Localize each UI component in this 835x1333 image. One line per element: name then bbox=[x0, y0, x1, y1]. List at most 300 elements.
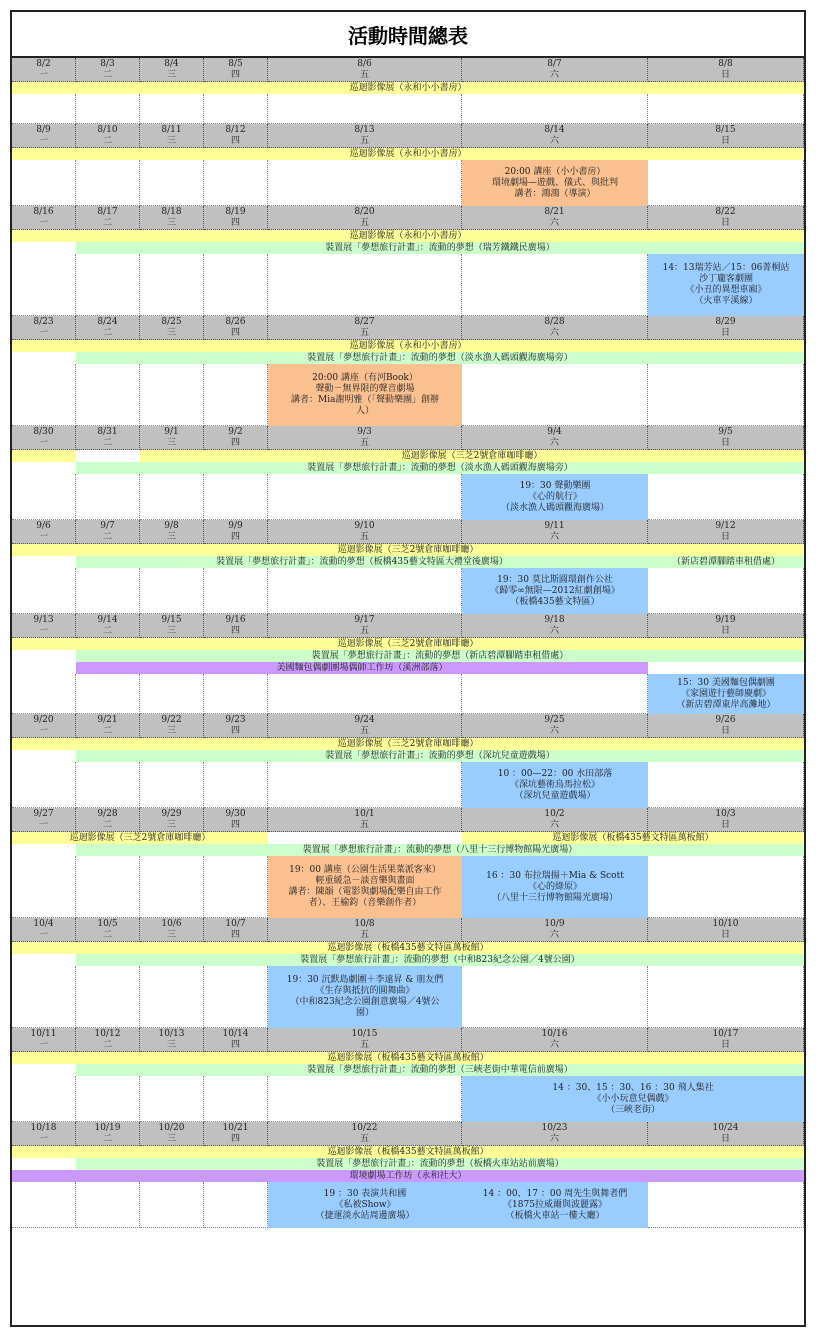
weekday-label: 五 bbox=[359, 135, 369, 146]
exhibition-band-right bbox=[462, 832, 804, 844]
band-label: 裝置展「夢想旅行計畫」：流動的夢想（三峽老街中華電信前廣場） bbox=[307, 1064, 573, 1075]
date-cell bbox=[12, 614, 76, 638]
weekday-label: 六 bbox=[549, 531, 559, 542]
exhibition-band bbox=[12, 544, 804, 556]
date-cell bbox=[462, 918, 648, 942]
date-label: 9/9 bbox=[228, 520, 243, 531]
date-cell bbox=[12, 918, 76, 942]
date-label: 9/27 bbox=[33, 808, 54, 819]
date-label: 9/11 bbox=[544, 520, 565, 531]
day-cell bbox=[268, 160, 462, 206]
band-label: 裝置展「夢想旅行計畫」：流動的夢想（板橋火車站站前廣場） bbox=[316, 1158, 564, 1169]
weekday-label: 三 bbox=[166, 531, 176, 542]
workshop-band bbox=[12, 1170, 804, 1182]
day-cell bbox=[268, 94, 462, 124]
band-label: 裝置展「夢想旅行計畫」：流動的夢想（淡水漁人碼頭觀海廣場旁） bbox=[307, 352, 573, 363]
installation-band-extra bbox=[648, 556, 804, 568]
date-label: 10/23 bbox=[541, 1122, 568, 1133]
date-cell bbox=[648, 426, 804, 450]
band-label: 裝置展「夢想旅行計畫」：流動的夢想（中和823紀念公園／4號公園） bbox=[300, 954, 580, 965]
day-cell bbox=[140, 160, 204, 206]
weekday-label: 一 bbox=[38, 437, 48, 448]
date-cell bbox=[76, 426, 140, 450]
day-cell bbox=[140, 856, 204, 918]
date-label: 8/9 bbox=[36, 124, 51, 135]
date-cell bbox=[648, 714, 804, 738]
day-cell bbox=[648, 568, 804, 614]
event-line: （板橋火車站一樓大廳） bbox=[505, 1210, 605, 1221]
weekday-label: 三 bbox=[166, 135, 176, 146]
date-label: 9/13 bbox=[33, 614, 54, 625]
day-cell bbox=[140, 674, 204, 714]
day-cell bbox=[76, 762, 140, 808]
weekday-label: 二 bbox=[102, 929, 112, 940]
day-cell bbox=[204, 762, 268, 808]
date-label: 9/5 bbox=[718, 426, 733, 437]
date-cell bbox=[204, 58, 268, 82]
day-cell bbox=[76, 474, 140, 520]
day-cell bbox=[12, 474, 76, 520]
date-cell bbox=[204, 1028, 268, 1052]
weekday-label: 二 bbox=[102, 69, 112, 80]
performance-event[interactable] bbox=[462, 1076, 804, 1122]
day-cell bbox=[12, 1076, 76, 1122]
event-line: 《私被Show》 bbox=[334, 1199, 396, 1210]
date-label: 8/23 bbox=[33, 316, 54, 327]
date-label: 9/20 bbox=[33, 714, 54, 725]
date-cell bbox=[648, 58, 804, 82]
weekday-label: 四 bbox=[230, 625, 240, 636]
weekday-label: 三 bbox=[166, 929, 176, 940]
band-label: 巡迴影像展（三芝2號倉庫咖啡廳） bbox=[337, 738, 479, 749]
performance-event[interactable] bbox=[462, 856, 648, 918]
event-line: （八里十三行博物館陽光廣場） bbox=[491, 892, 618, 903]
date-label: 8/12 bbox=[225, 124, 246, 135]
weekday-label: 五 bbox=[359, 217, 369, 228]
day-cell bbox=[648, 1182, 804, 1228]
band-label: 裝置展「夢想旅行計畫」：流動的夢想（八里十三行博物館陽光廣場） bbox=[302, 844, 578, 855]
exhibition-band bbox=[12, 1052, 804, 1064]
performance-event[interactable] bbox=[648, 254, 804, 316]
date-label: 10/17 bbox=[712, 1028, 739, 1039]
weekday-label: 二 bbox=[102, 625, 112, 636]
day-cell bbox=[462, 364, 648, 426]
date-cell bbox=[648, 316, 804, 340]
band-label: 巡迴影像展（永和小小書房） bbox=[349, 230, 467, 241]
event-line: （淡水漁人碼頭觀海廣場） bbox=[500, 502, 609, 513]
day-cell bbox=[268, 254, 462, 316]
day-cell bbox=[268, 1076, 462, 1122]
exhibition-band bbox=[12, 638, 804, 650]
date-cell bbox=[12, 714, 76, 738]
date-label: 10/21 bbox=[222, 1122, 249, 1133]
date-label: 9/12 bbox=[715, 520, 736, 531]
date-label: 9/10 bbox=[354, 520, 375, 531]
date-label: 9/3 bbox=[357, 426, 372, 437]
date-cell bbox=[76, 520, 140, 544]
band-label: 巡迴影像展（板橋435藝文特區萬板館） bbox=[327, 1052, 489, 1063]
band-label: 裝置展「夢想旅行計畫」：流動的夢想（瑞芳鐵鐵民廣場） bbox=[325, 242, 555, 253]
exhibition-band bbox=[12, 82, 804, 94]
date-label: 8/17 bbox=[97, 206, 118, 217]
weekday-label: 五 bbox=[359, 327, 369, 338]
day-cell bbox=[204, 674, 268, 714]
date-cell bbox=[140, 316, 204, 340]
day-cell bbox=[76, 1182, 140, 1228]
weekday-label: 一 bbox=[38, 625, 48, 636]
exhibition-band bbox=[12, 230, 804, 242]
exhibition-band bbox=[12, 1146, 804, 1158]
date-cell bbox=[12, 206, 76, 230]
performance-event[interactable] bbox=[462, 568, 648, 614]
weekday-label: 日 bbox=[720, 135, 730, 146]
date-cell bbox=[140, 426, 204, 450]
date-label: 8/6 bbox=[357, 58, 372, 69]
date-cell bbox=[204, 206, 268, 230]
weekday-label: 一 bbox=[38, 725, 48, 736]
day-cell bbox=[204, 160, 268, 206]
date-cell bbox=[140, 520, 204, 544]
weekday-label: 二 bbox=[102, 437, 112, 448]
weekday-label: 二 bbox=[102, 531, 112, 542]
date-cell bbox=[12, 520, 76, 544]
event-line: 講者：鴻鴻（導演） bbox=[514, 188, 596, 199]
event-line: 《家園遊行藝師慶劇》 bbox=[680, 688, 771, 699]
event-line: （深坑兒童遊戲場） bbox=[514, 790, 596, 801]
date-label: 9/25 bbox=[544, 714, 565, 725]
date-label: 9/26 bbox=[715, 714, 736, 725]
event-line: 者）、王榆鈞（音樂創作者） bbox=[308, 898, 422, 908]
band-label: 美國麵包偶劇團場偶師工作坊（溪洲部落） bbox=[276, 662, 448, 673]
date-label: 8/14 bbox=[544, 124, 565, 135]
day-cell bbox=[140, 1182, 204, 1228]
date-cell bbox=[462, 1122, 648, 1146]
band-label: 裝置展「夢想旅行計畫」：流動的夢想（淡水漁人碼頭觀海廣場旁） bbox=[307, 462, 573, 473]
weekday-label: 五 bbox=[359, 929, 369, 940]
day-cell bbox=[140, 762, 204, 808]
date-cell bbox=[76, 714, 140, 738]
date-label: 8/8 bbox=[718, 58, 733, 69]
date-label: 9/8 bbox=[164, 520, 179, 531]
day-cell bbox=[204, 474, 268, 520]
date-label: 8/19 bbox=[225, 206, 246, 217]
date-cell bbox=[648, 124, 804, 148]
date-label: 8/15 bbox=[715, 124, 736, 135]
date-label: 10/9 bbox=[544, 918, 565, 929]
weekday-label: 五 bbox=[359, 69, 369, 80]
day-cell bbox=[462, 254, 648, 316]
band-label: 巡迴影像展（永和小小書房） bbox=[349, 340, 467, 351]
weekday-label: 四 bbox=[230, 531, 240, 542]
weekday-label: 六 bbox=[549, 929, 559, 940]
date-cell bbox=[648, 918, 804, 942]
date-label: 10/16 bbox=[541, 1028, 568, 1039]
date-cell bbox=[462, 1028, 648, 1052]
performance-event[interactable] bbox=[268, 966, 462, 1028]
date-label: 8/20 bbox=[354, 206, 375, 217]
date-cell bbox=[648, 808, 804, 832]
event-line: 園） bbox=[355, 1008, 374, 1018]
page-title: 活動時間總表 bbox=[12, 12, 804, 58]
event-line: 19 ：30 表演共和國 bbox=[323, 1188, 407, 1199]
date-cell bbox=[76, 124, 140, 148]
installation-band bbox=[76, 1064, 804, 1076]
band-label: 巡迴影像展（三芝2號倉庫咖啡廳） bbox=[69, 832, 211, 843]
day-cell bbox=[140, 1076, 204, 1122]
weekday-label: 二 bbox=[102, 1133, 112, 1144]
event-line: 環境劇場—遊戲、儀式、與批判 bbox=[491, 177, 618, 188]
event-line: 10 ：00—22：00 水田部落 bbox=[497, 768, 613, 779]
date-label: 8/11 bbox=[161, 124, 182, 135]
day-cell bbox=[648, 474, 804, 520]
date-label: 9/7 bbox=[100, 520, 115, 531]
date-cell bbox=[12, 124, 76, 148]
date-label: 8/4 bbox=[164, 58, 179, 69]
date-cell bbox=[140, 918, 204, 942]
date-cell bbox=[268, 614, 462, 638]
date-label: 10/12 bbox=[94, 1028, 121, 1039]
exhibition-band bbox=[12, 340, 804, 352]
date-label: 9/17 bbox=[354, 614, 375, 625]
event-line: （中和823紀念公園創意廣場／4號公 bbox=[290, 997, 440, 1007]
weekday-label: 一 bbox=[38, 531, 48, 542]
weekday-label: 日 bbox=[720, 929, 730, 940]
date-label: 9/23 bbox=[225, 714, 246, 725]
lecture-event[interactable] bbox=[268, 856, 462, 918]
date-label: 8/24 bbox=[97, 316, 118, 327]
date-label: 9/24 bbox=[354, 714, 375, 725]
weekday-label: 五 bbox=[359, 725, 369, 736]
exhibition-band bbox=[140, 450, 804, 462]
day-cell bbox=[204, 966, 268, 1028]
date-label: 8/2 bbox=[36, 58, 51, 69]
date-cell bbox=[462, 714, 648, 738]
day-cell bbox=[12, 94, 76, 124]
installation-band bbox=[76, 844, 804, 856]
day-cell bbox=[12, 674, 76, 714]
exhibition-band bbox=[12, 942, 804, 954]
date-cell bbox=[76, 918, 140, 942]
date-label: 8/10 bbox=[97, 124, 118, 135]
date-label: 10/11 bbox=[30, 1028, 57, 1039]
weekday-label: 二 bbox=[102, 725, 112, 736]
day-cell bbox=[268, 762, 462, 808]
date-label: 8/16 bbox=[33, 206, 54, 217]
day-cell bbox=[12, 856, 76, 918]
day-cell bbox=[648, 364, 804, 426]
date-cell bbox=[76, 316, 140, 340]
weekday-label: 六 bbox=[549, 217, 559, 228]
weekday-label: 四 bbox=[230, 1039, 240, 1050]
event-line: 14 ：00、17 ：00 周先生與舞者們 bbox=[482, 1188, 628, 1199]
installation-band bbox=[76, 750, 804, 762]
performance-event[interactable] bbox=[462, 762, 648, 808]
day-cell bbox=[76, 856, 140, 918]
date-label: 8/3 bbox=[100, 58, 115, 69]
date-label: 9/29 bbox=[161, 808, 182, 819]
date-cell bbox=[140, 206, 204, 230]
date-label: 10/8 bbox=[354, 918, 375, 929]
date-label: 9/28 bbox=[97, 808, 118, 819]
installation-band bbox=[76, 650, 804, 662]
band-label: 巡迴影像展（三芝2號倉庫咖啡廳） bbox=[401, 450, 543, 461]
date-cell bbox=[12, 808, 76, 832]
weekday-label: 日 bbox=[720, 531, 730, 542]
performance-event[interactable] bbox=[268, 1182, 462, 1228]
date-cell bbox=[76, 808, 140, 832]
weekday-label: 六 bbox=[549, 725, 559, 736]
date-cell bbox=[76, 206, 140, 230]
date-cell bbox=[140, 58, 204, 82]
date-label: 10/1 bbox=[354, 808, 375, 819]
installation-band bbox=[76, 954, 804, 966]
event-line: 19：30 沉默島劇團＋李遠昇 & 朋友們 bbox=[286, 975, 444, 985]
date-label: 9/30 bbox=[225, 808, 246, 819]
date-cell bbox=[648, 614, 804, 638]
workshop-band bbox=[76, 662, 648, 674]
band-label: （新店碧潭腳踏車租借處） bbox=[671, 556, 780, 567]
day-cell bbox=[76, 254, 140, 316]
weekday-label: 一 bbox=[38, 217, 48, 228]
date-label: 9/1 bbox=[164, 426, 179, 437]
date-cell bbox=[462, 426, 648, 450]
event-line: 14：13瑞芳站／15：06菁桐站 bbox=[662, 263, 790, 273]
band-label: 巡迴影像展（板橋435藝文特區萬板館） bbox=[327, 1146, 489, 1157]
weekday-label: 一 bbox=[38, 1039, 48, 1050]
event-line: （新店碧潭東岸高灘地） bbox=[676, 699, 776, 710]
event-line: 20:00 講座（有河Book） bbox=[312, 373, 418, 383]
event-line: （板橋435藝文特區） bbox=[510, 596, 600, 607]
weekday-label: 四 bbox=[230, 819, 240, 830]
day-cell bbox=[12, 966, 76, 1028]
event-line: 《心的航行》 bbox=[527, 491, 582, 502]
weekday-label: 三 bbox=[166, 625, 176, 636]
band-label: 裝置展「夢想旅行計畫」：流動的夢想（板橋435藝文特區大禮堂後廣場） bbox=[216, 556, 508, 567]
lecture-event[interactable] bbox=[268, 364, 462, 426]
date-cell bbox=[204, 808, 268, 832]
weekday-label: 四 bbox=[230, 437, 240, 448]
weekday-label: 四 bbox=[230, 1133, 240, 1144]
event-line: 《生存與抵抗的圓舞曲》 bbox=[315, 986, 415, 996]
weekday-label: 六 bbox=[549, 135, 559, 146]
weekday-label: 日 bbox=[720, 437, 730, 448]
day-cell bbox=[648, 160, 804, 206]
date-label: 8/7 bbox=[547, 58, 562, 69]
day-cell bbox=[12, 364, 76, 426]
weekday-label: 六 bbox=[549, 327, 559, 338]
date-cell bbox=[648, 520, 804, 544]
weekday-label: 六 bbox=[549, 69, 559, 80]
day-cell bbox=[140, 364, 204, 426]
date-cell bbox=[204, 426, 268, 450]
date-label: 10/5 bbox=[97, 918, 118, 929]
date-label: 9/16 bbox=[225, 614, 246, 625]
weekday-label: 三 bbox=[166, 327, 176, 338]
event-line: 19：00 講座（公園生活果菜派客來） bbox=[289, 865, 441, 875]
day-cell bbox=[140, 568, 204, 614]
date-cell bbox=[268, 426, 462, 450]
date-cell bbox=[268, 1122, 462, 1146]
weekday-label: 一 bbox=[38, 69, 48, 80]
date-cell bbox=[462, 520, 648, 544]
day-cell bbox=[76, 1076, 140, 1122]
exhibition-band bbox=[12, 832, 268, 844]
date-cell bbox=[462, 808, 648, 832]
weekday-label: 三 bbox=[166, 217, 176, 228]
date-label: 10/18 bbox=[30, 1122, 57, 1133]
day-cell bbox=[204, 94, 268, 124]
date-cell bbox=[140, 1122, 204, 1146]
band-label: 巡迴影像展（板橋435藝文特區萬板館） bbox=[327, 942, 489, 953]
event-line: 聲動－無界限的聲音劇場 bbox=[315, 384, 415, 394]
day-cell bbox=[268, 674, 462, 714]
weekday-label: 日 bbox=[720, 1133, 730, 1144]
weekday-label: 一 bbox=[38, 135, 48, 146]
date-label: 8/22 bbox=[715, 206, 736, 217]
weekday-label: 五 bbox=[359, 819, 369, 830]
date-label: 8/13 bbox=[354, 124, 375, 135]
date-cell bbox=[462, 614, 648, 638]
weekday-label: 日 bbox=[720, 327, 730, 338]
date-cell bbox=[462, 206, 648, 230]
date-cell bbox=[268, 918, 462, 942]
weekday-label: 二 bbox=[102, 1039, 112, 1050]
day-cell bbox=[76, 568, 140, 614]
date-cell bbox=[462, 58, 648, 82]
weekday-label: 三 bbox=[166, 1133, 176, 1144]
day-cell bbox=[648, 94, 804, 124]
exhibition-band bbox=[12, 148, 804, 160]
day-cell bbox=[76, 674, 140, 714]
day-cell bbox=[12, 568, 76, 614]
weekday-label: 二 bbox=[102, 135, 112, 146]
weekday-label: 五 bbox=[359, 1039, 369, 1050]
performance-event[interactable] bbox=[462, 474, 648, 520]
weekday-label: 一 bbox=[38, 327, 48, 338]
day-cell bbox=[204, 1076, 268, 1122]
day-cell bbox=[140, 254, 204, 316]
weekday-label: 日 bbox=[720, 1039, 730, 1050]
date-label: 8/25 bbox=[161, 316, 182, 327]
date-cell bbox=[268, 520, 462, 544]
event-line: （三峽老街） bbox=[605, 1104, 660, 1115]
date-cell bbox=[204, 714, 268, 738]
weekday-label: 六 bbox=[549, 819, 559, 830]
day-cell bbox=[76, 364, 140, 426]
weekday-label: 四 bbox=[230, 217, 240, 228]
performance-event[interactable] bbox=[648, 674, 804, 714]
date-cell bbox=[268, 808, 462, 832]
date-label: 9/2 bbox=[228, 426, 243, 437]
date-label: 10/24 bbox=[712, 1122, 739, 1133]
date-cell bbox=[204, 614, 268, 638]
weekday-label: 日 bbox=[720, 625, 730, 636]
performance-event[interactable] bbox=[462, 1182, 648, 1228]
date-cell bbox=[140, 808, 204, 832]
band-filler bbox=[12, 450, 76, 462]
weekday-label: 日 bbox=[720, 217, 730, 228]
weekday-label: 六 bbox=[549, 625, 559, 636]
lecture-event[interactable] bbox=[462, 160, 648, 206]
date-cell bbox=[268, 206, 462, 230]
weekday-label: 二 bbox=[102, 217, 112, 228]
band-label: 巡迴影像展（三芝2號倉庫咖啡廳） bbox=[337, 544, 479, 555]
event-line: 19：30 聲動樂團 bbox=[519, 480, 591, 491]
weekday-label: 一 bbox=[38, 1133, 48, 1144]
band-label: 巡迴影像展（永和小小書房） bbox=[349, 82, 467, 93]
installation-band bbox=[76, 242, 804, 254]
date-cell bbox=[12, 426, 76, 450]
